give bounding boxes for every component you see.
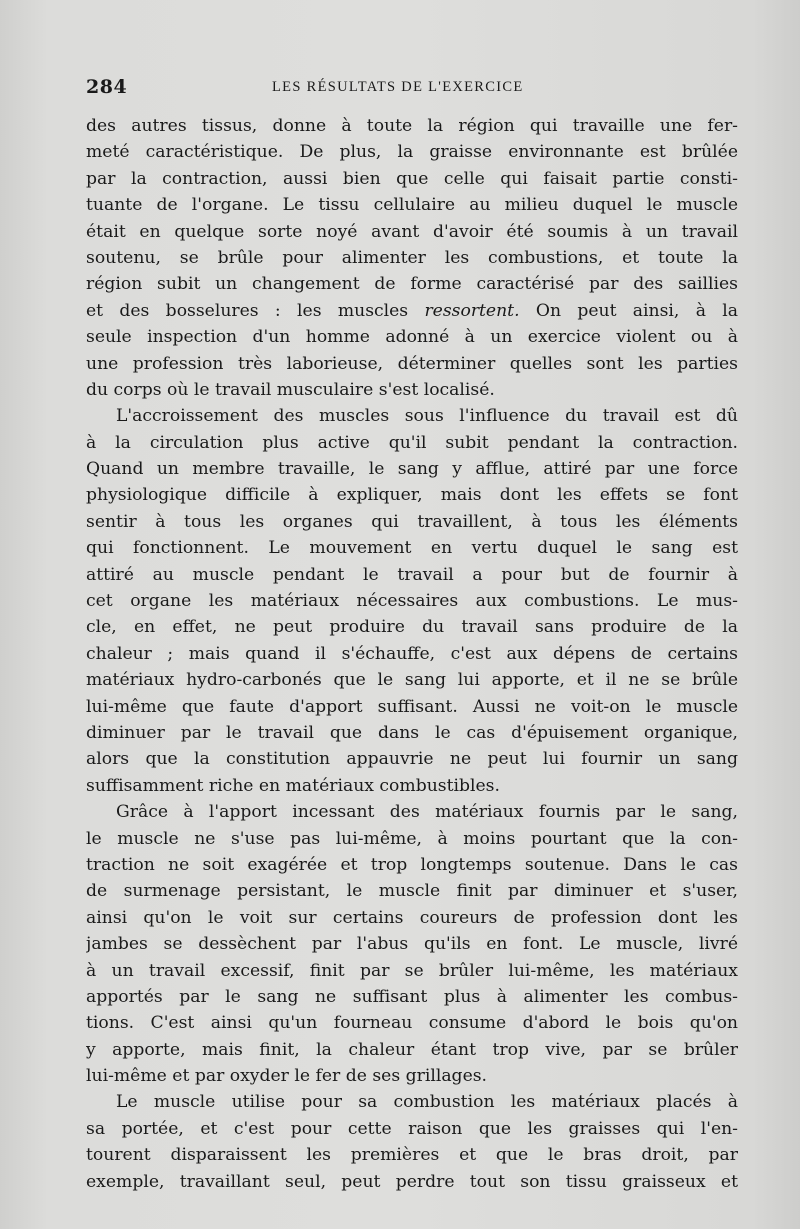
text-line: meté caractéristique. De plus, la graisse environnante est brûlée [86, 142, 738, 163]
text-segment: et des bosselures : les muscles [86, 300, 425, 321]
text-line: cet organe les matériaux nécessaires aux combustions. Le mus- [86, 591, 738, 612]
text-line: par la contraction, aussi bien que celle qui faisait partie consti- [86, 168, 738, 189]
text-line: cle, en effet, ne peut produire du travail sans produire de la [86, 617, 738, 638]
paragraph-start-line: Grâce à l'apport incessant des matériaux fournis par le sang, [116, 802, 738, 823]
text-line: tourent disparaissent les premières et que le bras droit, par [86, 1145, 738, 1166]
text-segment: On peut ainsi, à la [519, 300, 738, 321]
page-number: 284 [86, 76, 128, 98]
text-line: apportés par le sang ne suffisant plus à alimenter les combus- [86, 986, 738, 1007]
text-line: suffisamment riche en matériaux combustibles. [86, 775, 500, 796]
text-line: physiologique difficile à expliquer, mais dont les effets se font [86, 485, 738, 506]
text-line: région subit un changement de forme caractérisé par des saillies [86, 274, 738, 295]
text-line: une profession très laborieuse, déterminer quelles sont les parties [86, 353, 738, 374]
text-line: chaleur ; mais quand il s'échauffe, c'est aux dépens de certains [86, 643, 738, 664]
text-line: à un travail excessif, finit par se brûler lui-même, les matériaux [86, 960, 738, 981]
text-line: sa portée, et c'est pour cette raison que les graisses qui l'en- [86, 1118, 738, 1139]
paragraph-start-line: Le muscle utilise pour sa combustion les matériaux placés à [116, 1092, 738, 1113]
text-line: attiré au muscle pendant le travail a pour but de fournir à [86, 564, 738, 585]
text-line: ainsi qu'on le voit sur certains coureurs de profession dont les [86, 907, 738, 928]
text-line-with-emphasis [86, 298, 738, 324]
text-line: de surmenage persistant, le muscle finit par diminuer et s'user, [86, 881, 738, 902]
text-line: était en quelque sorte noyé avant d'avoir été soumis à un travail [86, 221, 738, 242]
running-title: LES RÉSULTATS DE L'EXERCICE [272, 79, 524, 95]
text-line: y apporte, mais finit, la chaleur étant trop vive, par se brûler [86, 1039, 738, 1060]
text-line: tions. C'est ainsi qu'un fourneau consume d'abord le bois qu'on [86, 1013, 738, 1034]
text-line: des autres tissus, donne à toute la région qui travaille une fer- [86, 116, 738, 136]
text-line: exemple, travaillant seul, peut perdre tout son tissu graisseux et [86, 1171, 738, 1192]
paragraph-start-line: L'accroissement des muscles sous l'influence du travail est dû [116, 406, 738, 427]
text-line: alors que la constitution appauvrie ne peut lui fournir un sang [86, 749, 738, 770]
text-line: du corps où le travail musculaire s'est localisé. [86, 379, 495, 400]
page-header [86, 76, 752, 104]
text-line: à la circulation plus active qu'il subit pendant la contraction. [86, 432, 738, 453]
emphasized-word: ressortent. [424, 300, 520, 321]
text-line: sentir à tous les organes qui travaillent, à tous les éléments [86, 511, 738, 532]
text-line: lui-même que faute d'apport suffisant. Aussi ne voit-on le muscle [86, 696, 738, 717]
text-line: Quand un membre travaille, le sang y afflue, attiré par une force [86, 459, 738, 480]
text-line: tuante de l'organe. Le tissu cellulaire au milieu duquel le muscle [86, 195, 738, 216]
body-text [86, 113, 738, 1195]
text-line: qui fonctionnent. Le mouvement en vertu duquel le sang est [86, 538, 738, 559]
text-line: traction ne soit exagérée et trop longtemps soutenue. Dans le cas [86, 854, 738, 875]
text-line: seule inspection d'un homme adonné à un exercice violent ou à [86, 327, 738, 348]
text-line: jambes se dessèchent par l'abus qu'ils en font. Le muscle, livré [86, 934, 738, 955]
text-line: soutenu, se brûle pour alimenter les combustions, et toute la [86, 247, 738, 268]
text-line: matériaux hydro-carbonés que le sang lui apporte, et il ne se brûle [86, 670, 738, 691]
text-line: diminuer par le travail que dans le cas d'épuisement organique, [86, 722, 738, 743]
text-line: le muscle ne s'use pas lui-même, à moins pourtant que la con- [86, 828, 738, 849]
text-line: lui-même et par oxyder le fer de ses grillages. [86, 1066, 488, 1087]
